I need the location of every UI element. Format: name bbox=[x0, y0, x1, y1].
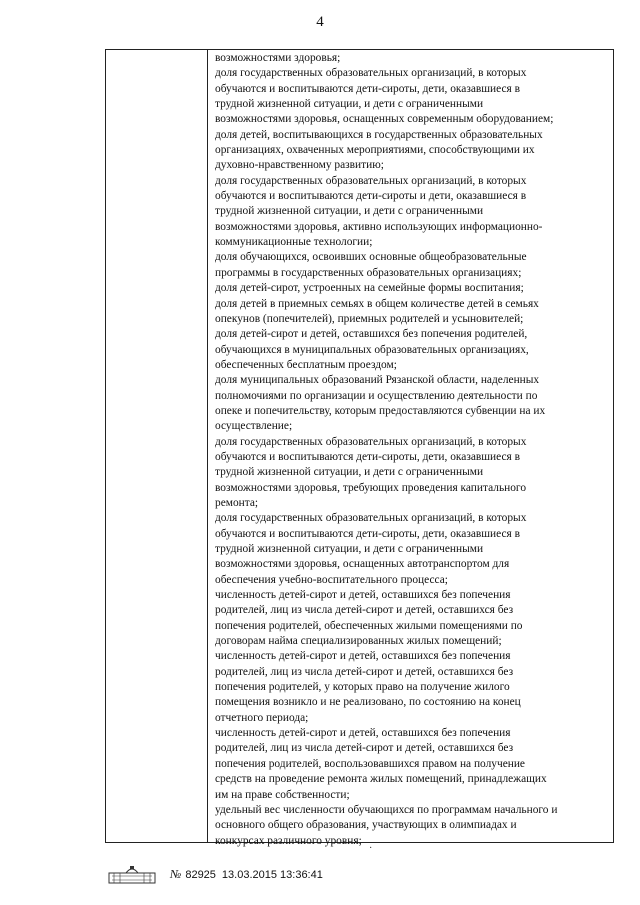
content-line: опеке и попечительству, которым предоставляются субвенции на их bbox=[215, 404, 546, 417]
content-line: возможностями здоровья, оснащенных автотранспортом для bbox=[215, 558, 510, 571]
footer-registration bbox=[170, 867, 323, 882]
content-line: обучаются и воспитываются дети-сироты, дети, оказавшиеся в bbox=[215, 527, 520, 540]
content-line: удельный вес численности обучающихся по программам начального и bbox=[215, 803, 558, 816]
content-line: программы в государственных образовательных организациях; bbox=[215, 266, 522, 279]
content-line: осуществление; bbox=[215, 420, 293, 433]
content-line: доля муниципальных образований Рязанской области, наделенных bbox=[215, 374, 540, 387]
content-line: доля государственных образовательных организаций, в которых bbox=[215, 174, 527, 187]
content-line: возможностями здоровья, оснащенных современным оборудованием; bbox=[215, 113, 554, 126]
content-line: ремонта; bbox=[215, 496, 259, 509]
content-line: доля государственных образовательных организаций, в которых bbox=[215, 67, 527, 80]
content-line: доля государственных образовательных организаций, в которых bbox=[215, 435, 527, 448]
content-line: трудной жизненной ситуации, и дети с ограниченными bbox=[215, 543, 484, 555]
content-line: опекунов (попечителей), приемных родителей и усыновителей; bbox=[215, 312, 524, 325]
page-number: 4 bbox=[316, 14, 324, 30]
content-line: попечения родителей, у которых право на получение жилого bbox=[215, 681, 510, 694]
content-line: доля детей-сирот, устроенных на семейные формы воспитания; bbox=[215, 282, 524, 295]
content-line: численность детей-сирот и детей, оставшихся без попечения bbox=[215, 589, 511, 602]
content-line: доля государственных образовательных организаций, в которых bbox=[215, 512, 527, 525]
content-line: доля обучающихся, освоивших основные общеобразовательные bbox=[215, 251, 527, 264]
content-line: помещения возникло и не реализовано, по состоянию на конец bbox=[215, 696, 521, 709]
content-line: возможностями здоровья, требующих проведения капитального bbox=[215, 481, 527, 494]
column-divider bbox=[207, 50, 208, 842]
content-line: обучаются и воспитываются дети-сироты, дети, оказавшиеся в bbox=[215, 450, 520, 463]
content-line: обучаются и воспитываются дети-сироты, дети, оказавшиеся в bbox=[215, 82, 520, 95]
document-number: 82925 bbox=[185, 869, 216, 881]
content-line: попечения родителей, обеспеченных жилыми помещениями по bbox=[215, 619, 523, 632]
content-line: договорам найма специализированных жилых помещений; bbox=[215, 635, 502, 648]
content-line: духовно-нравственному развитию; bbox=[215, 159, 384, 172]
content-line: средств на проведение ремонта жилых помещений, принадлежащих bbox=[215, 773, 547, 786]
content-line: основного общего образования, участвующих в олимпиадах и bbox=[215, 819, 517, 832]
content-line: полномочиями по организации и осуществлению деятельности по bbox=[215, 389, 538, 402]
content-line: возможностями здоровья; bbox=[215, 52, 341, 64]
content-line: конкурсах различного уровня; bbox=[215, 834, 362, 847]
content-line: трудной жизненной ситуации, и дети с ограниченными bbox=[215, 98, 484, 111]
number-sign: № bbox=[170, 867, 182, 881]
government-seal-icon bbox=[108, 864, 156, 886]
document-footer bbox=[108, 864, 548, 886]
content-line: обучающихся в муниципальных образовательных организациях, bbox=[215, 343, 529, 356]
content-line: родителей, лиц из числа детей-сирот и детей, оставшихся без bbox=[215, 604, 514, 617]
content-line: им на праве собственности; bbox=[215, 788, 350, 801]
content-cell-text bbox=[215, 51, 613, 849]
content-line: численность детей-сирот и детей, оставшихся без попечения bbox=[215, 650, 511, 663]
left-cell bbox=[106, 50, 207, 842]
content-line: организациях, охваченных мероприятиями, способствующими их bbox=[215, 144, 535, 157]
content-table bbox=[105, 49, 614, 847]
content-line: родителей, лиц из числа детей-сирот и детей, оставшихся без bbox=[215, 742, 514, 755]
content-line: обеспечения учебно-воспитательного процесса; bbox=[215, 573, 448, 586]
content-line: обучаются и воспитываются дети-сироты и дети, оказавшиеся в bbox=[215, 190, 527, 203]
trailing-dot: · bbox=[369, 843, 373, 854]
content-line: возможностями здоровья, активно использующих информационно- bbox=[215, 220, 543, 233]
content-line: доля детей в приемных семьях в общем количестве детей в семьях bbox=[215, 297, 539, 310]
content-line: попечения родителей, воспользовавшихся правом на получение bbox=[215, 757, 525, 770]
content-line: трудной жизненной ситуации, и дети с ограниченными bbox=[215, 205, 484, 218]
content-line: численность детей-сирот и детей, оставшихся без попечения bbox=[215, 727, 511, 740]
content-line: доля детей, воспитывающихся в государственных образовательных bbox=[215, 128, 543, 141]
content-line: доля детей-сирот и детей, оставшихся без попечения родителей, bbox=[215, 328, 528, 341]
content-line: коммуникационные технологии; bbox=[215, 236, 373, 249]
content-line: трудной жизненной ситуации, и дети с ограниченными bbox=[215, 466, 484, 479]
content-line: обеспеченных бесплатным проездом; bbox=[215, 358, 397, 371]
document-datetime: 13.03.2015 13:36:41 bbox=[221, 869, 323, 881]
content-line: родителей, лиц из числа детей-сирот и детей, оставшихся без bbox=[215, 665, 514, 678]
content-line: отчетного периода; bbox=[215, 711, 309, 724]
